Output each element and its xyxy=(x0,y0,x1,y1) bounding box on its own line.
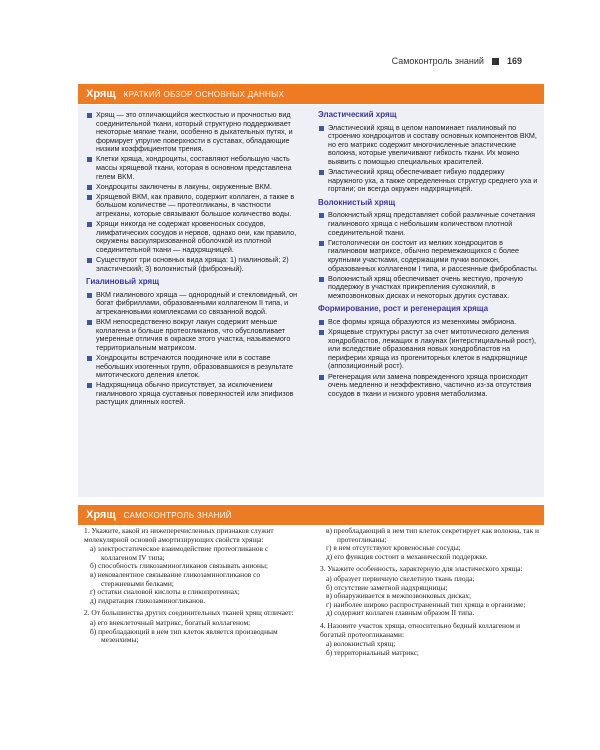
list-item: Существуют три основных вида хряща: 1) гиалиновый; 2) эластический; 3) волокнистый (фиброзный). xyxy=(86,256,308,273)
list-item: Хрящевой ВКМ, как правило, содержит коллаген, а также в большом количестве — протеогликаны, в частности аггреканы, которые связывают большое количество воды. xyxy=(86,193,308,219)
question-stem: 4. Назовите участок хряща, относительно бедный коллагеном и богатый протеогликанами: xyxy=(320,620,521,639)
quiz-left-column xyxy=(84,527,304,645)
review-subtitle: КРАТКИЙ ОБЗОР ОСНОВНЫХ ДАННЫХ xyxy=(123,89,285,99)
fibrous-list xyxy=(318,211,540,300)
list-item: Эластический хрящ в целом напоминает гиалиновый по строению хондроцитов и составу основных компонентов ВКМ, но его матрикс содержит многочисленные эластические волокна, которые увеличивают гибкость ткани. Их можно выявить с помощью специальных красителей. xyxy=(318,124,540,167)
answer-option: а) образует первичную скелетную ткань плода; xyxy=(326,573,475,583)
list-item: Хондроциты заключены в лакуны, окруженные ВКМ. xyxy=(86,183,308,192)
review-left-column xyxy=(86,111,308,409)
list-item: Хрящ — это отличающийся жесткостью и прочностью вид соединительной ткани, который структурно поддерживает некоторые мягкие ткани, особенно в дыхательных путях, и формирует упругие поверхности в суставах, обладающие низким коэффициентом трения. xyxy=(86,111,308,154)
elastic-list xyxy=(318,124,540,194)
question-stem: 1. Укажите, какой из нижеперечисленных признаков служит молекулярной основой амортизирующих свойств хряща: xyxy=(84,526,274,544)
growth-list xyxy=(318,318,540,398)
answer-option: г) остатки сиаловой кислоты в гликопротеинах; xyxy=(90,587,240,597)
running-header xyxy=(392,56,522,66)
running-title: Самоконтроль знаний xyxy=(391,56,484,66)
question-stem: 3. Укажите особенность, характерную для эластического хряща: xyxy=(320,564,523,574)
list-item: Эластический хрящ обеспечивает гибкую поддержку наружного уха, а также определенных структур среднего уха и гортани; он всегда окружен надхрящницей. xyxy=(318,168,540,194)
section-title-elastic: Эластический хрящ xyxy=(318,110,397,119)
list-item: Хрящи никогда не содержат кровеносных сосудов, лимфатических сосудов и нервов, однако они, как правило, окружены васкуляризованной оболочкой из плотной соединительной ткани — надхрящницей. xyxy=(86,220,308,254)
answer-option: б) преобладающий в нем тип клеток является производным мезенхимы; xyxy=(90,626,278,645)
answer-option: б) отсутствие заметной надхрящницы; xyxy=(326,582,448,592)
answer-option: а) его внеклеточный матрикс, богатый коллагеном; xyxy=(90,617,251,627)
answer-option: д) гидратация гликозаминогликанов. xyxy=(90,595,206,605)
page-number: 169 xyxy=(506,56,522,66)
quiz-header xyxy=(78,505,544,525)
quiz-right-column xyxy=(320,527,540,657)
answer-option: д) его функция состоит в механической поддержке. xyxy=(326,551,488,561)
intro-list xyxy=(86,111,308,273)
answer-option: г) в нем отсутствуют кровеносные сосуды; xyxy=(326,543,461,553)
list-item: Клетки хряща, хондроциты, составляют небольшую часть массы хрящевой ткани, которая в основном представлена гелем ВКМ. xyxy=(86,155,308,181)
review-right-column xyxy=(318,111,540,400)
list-item: ВКМ непосредственно вокруг лакун содержит меньше коллагена и больше протеогликанов, что обусловливает умеренные отличия в окраске этого участка, называемого территориальным матриксом. xyxy=(86,318,308,352)
answer-option: а) волокнистый хрящ; xyxy=(326,639,396,649)
answer-option: а) электростатическое взаимодействие протеогликанов с коллагеном IV типа; xyxy=(90,544,269,562)
review-header xyxy=(78,84,544,104)
list-item: Хондроциты встречаются поодиночке или в составе небольших изогенных групп, образовавшихся в результате митотического деления клеток. xyxy=(86,354,308,380)
answer-option: г) наиболее широко распространенный тип хряща в организме; xyxy=(326,599,526,609)
section-title-growth: Формирование, рост и регенерация хряща xyxy=(318,304,489,314)
review-title: Хрящ xyxy=(86,88,116,100)
answer-option: д) содержит коллаген главным образом II типа. xyxy=(326,608,475,618)
answer-option: б) территориальный матрикс; xyxy=(326,647,419,657)
hyaline-list xyxy=(86,291,308,407)
list-item: Надхрящница обычно присутствует, за исключением гиалинового хряща суставных поверхностей или эпифизов растущих длинных костей. xyxy=(86,381,308,407)
answer-option: в) нековалентное связывание гликозаминогликанов со стержневыми белками; xyxy=(90,569,261,588)
section-title-fibrous: Волокнистый хрящ xyxy=(318,197,396,207)
square-icon xyxy=(492,58,499,65)
quiz-subtitle: САМОКОНТРОЛЬ ЗНАНИЙ xyxy=(123,510,232,520)
list-item: Все формы хряща образуются из мезенхимы эмбриона. xyxy=(318,318,540,327)
list-item: ВКМ гиалинового хряща — однородный и стекловидный, он богат фибриллами, образованными коллагеном II типа, и агтреканновыми комплексами со связанной водой. xyxy=(86,291,308,317)
list-item: Волокнистый хрящ представляет собой различные сочетания гиалинового хряща с небольшим количеством плотной соединительной ткани. xyxy=(318,211,540,237)
quiz-title: Хрящ xyxy=(86,509,116,521)
list-item: Хрящевые структуры растут за счет митотического деления хондробластов, лежащих в лакунах (интерстициальный рост), или вследствие образования новых хондробластов на периферии хряща из прогениторных клеток в надхрящнице (аппозиционный рост). xyxy=(318,328,540,371)
answer-option: в) обнаруживается в межпозвонковых дисках; xyxy=(326,591,472,601)
answer-option: в) преобладающий в нем тип клеток секретирует как волокна, так и протеогликаны; xyxy=(326,526,539,544)
list-item: Регенерация или замена поврежденного хряща происходит очень медленно и неэффективно, частично из-за отсутствия сосудов в ткани и низкого уровня метаболизма. xyxy=(318,373,540,399)
list-item: Гистологически он состоит из мелких хондроцитов в гиалиновом матриксе, обычно перемежающихся с более крупными участками, содержащими пучки волокон, образованных коллагеном I типа, и рассеянные фибробласты. xyxy=(318,239,540,273)
list-item: Волокнистый хрящ обеспечивает очень жесткую, прочную поддержку в участках прикрепления сухожилий, в межпозвонковых дисках и некоторых других суставах. xyxy=(318,275,540,301)
review-box xyxy=(78,105,544,497)
section-title-hyaline: Гиалиновый хрящ xyxy=(86,277,159,287)
answer-option: б) способность гликозаминогликанов связывать анионы; xyxy=(90,561,268,571)
question-stem: 2. От большинства других соединительных тканей хрящ отличает: xyxy=(84,608,294,618)
